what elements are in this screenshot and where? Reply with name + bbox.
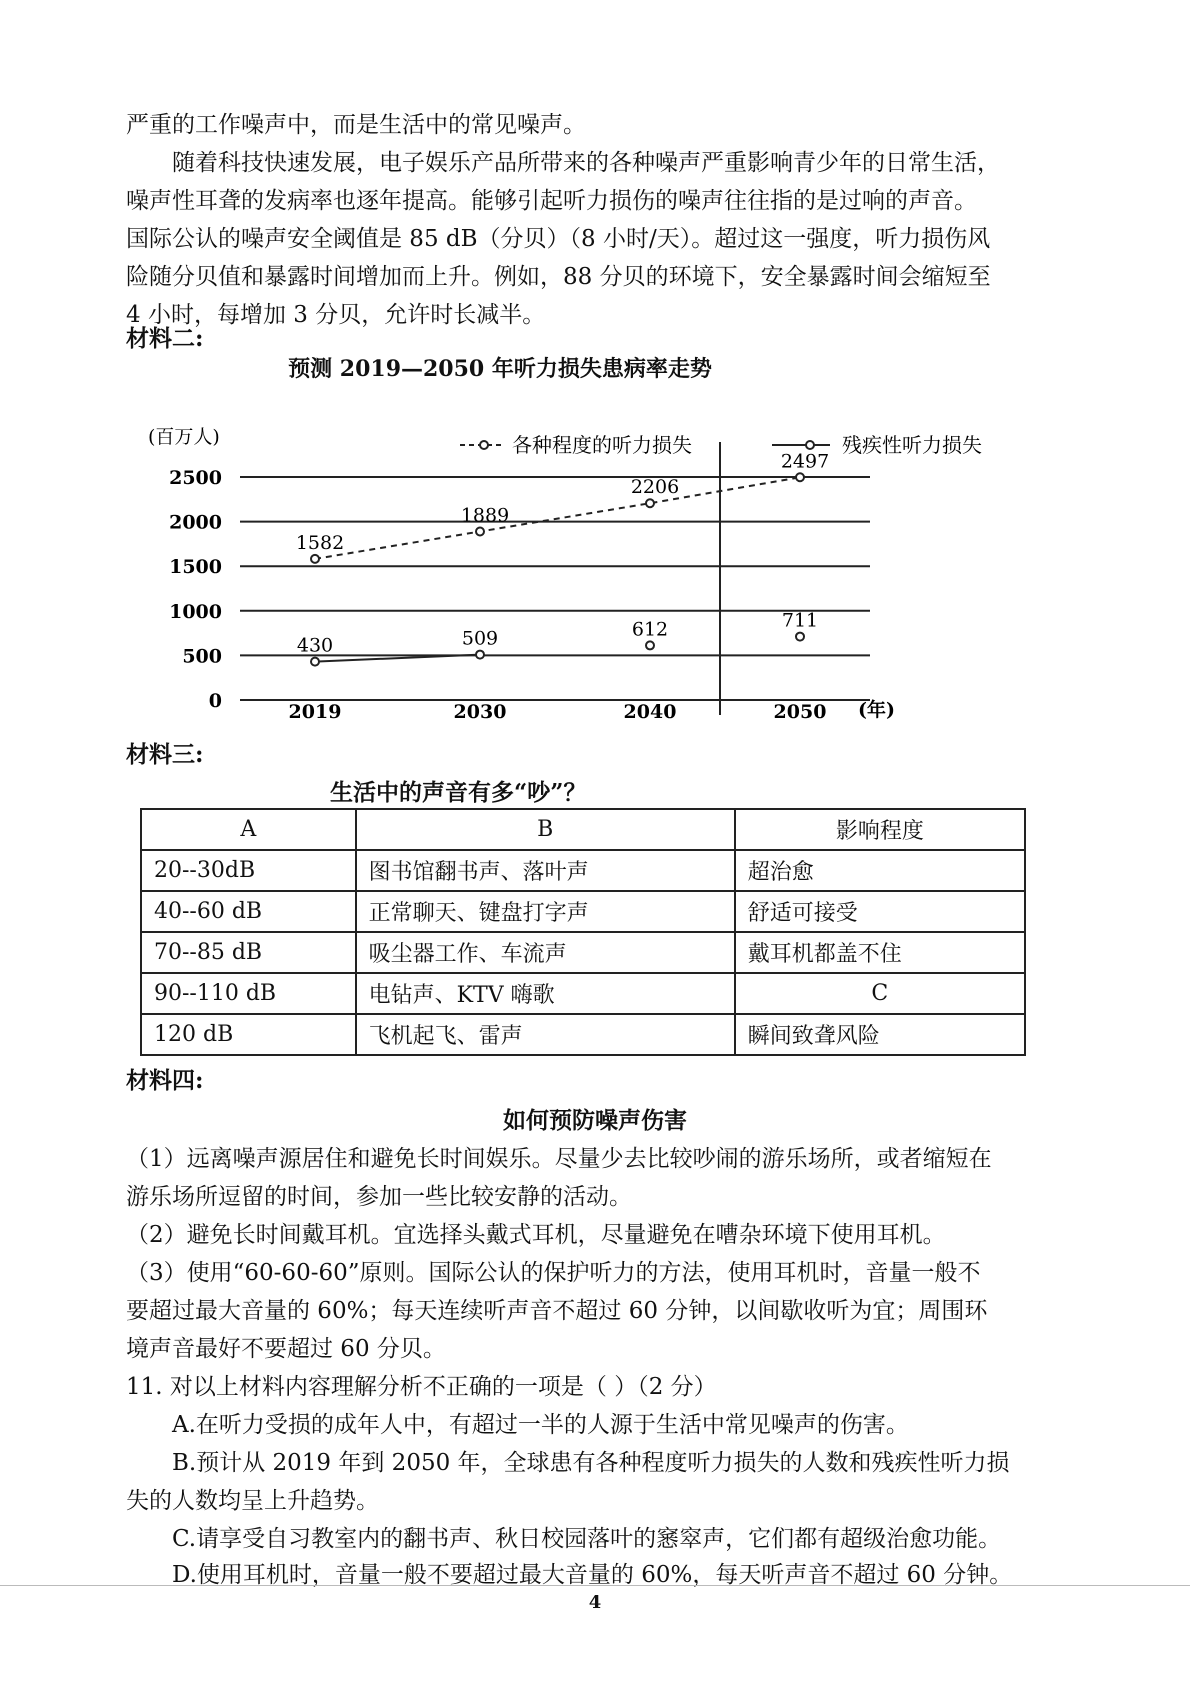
series-data-label: 612 [631, 618, 669, 641]
series-data-label: 2497 [780, 450, 830, 473]
table-cell-level: 90--110 dB [141, 973, 356, 1014]
legend-solid-marker [806, 441, 814, 449]
table-cell-source: 吸尘器工作、车流声 [356, 932, 735, 973]
option-b: B.预计从 2019 年到 2050 年，全球患有各种程度听力损失的人数和残疾性听力损 [172, 1450, 1010, 1476]
chart-y-label: (百万人) [148, 426, 220, 448]
series-point [646, 499, 654, 507]
table-header-b: B [356, 809, 735, 850]
table-cell-impact: 瞬间致聋风险 [735, 1014, 1025, 1055]
chart-x-tick-label: 2050 [773, 701, 827, 723]
legend-solid-label: 残疾性听力损失 [842, 433, 982, 457]
legend-dashed-label: 各种程度的听力损失 [512, 433, 692, 457]
table-cell-level: 70--85 dB [141, 932, 356, 973]
series-point [311, 555, 319, 563]
chart-y-tick-label: 2500 [169, 467, 222, 489]
table-row [141, 1014, 1025, 1055]
chart-y-tick-label: 500 [182, 645, 222, 668]
para1-line: 4 小时，每增加 3 分贝，允许时长减半。 [126, 302, 546, 328]
para1-line: 国际公认的噪声安全阈值是 85 dB（分贝）（8 小时/天）。超过这一强度，听力损伤风 [126, 226, 991, 252]
series-line-all-degrees [315, 477, 800, 559]
table-cell-impact: 戴耳机都盖不住 [735, 932, 1025, 973]
sound-level-table [140, 808, 1026, 1056]
chart-gridlines [240, 477, 870, 700]
chart-title: 预测 2019—2050 年听力损失患病率走势 [288, 356, 712, 382]
chart-x-ticks [289, 701, 827, 723]
table-cell-level: 120 dB [141, 1014, 356, 1055]
option-a: A.在听力受损的成年人中，有超过一半的人源于生活中常见噪声的伤害。 [172, 1412, 909, 1438]
series-point [646, 641, 654, 649]
para1-line: 噪声性耳聋的发病率也逐年提高。能够引起听力损伤的噪声往往指的是过响的声音。 [126, 188, 977, 214]
table-row [141, 891, 1025, 932]
table-header-row [141, 809, 1025, 850]
table-cell-source: 正常聊天、键盘打字声 [356, 891, 735, 932]
series-data-label: 2206 [630, 476, 680, 499]
table-title: 生活中的声音有多“吵”？ [330, 779, 587, 806]
question-stem: 11. 对以上材料内容理解分析不正确的一项是（ ）（2 分） [126, 1374, 717, 1400]
chart-y-tick-label: 0 [208, 690, 222, 712]
option-b-cont: 失的人数均呈上升趋势。 [126, 1488, 379, 1514]
table-cell-impact: 超治愈 [735, 850, 1025, 891]
table-header-impact: 影响程度 [735, 809, 1025, 850]
series-data-label: 711 [781, 609, 819, 632]
material4-line: 要超过最大音量的 60%；每天连续听声音不超过 60 分钟，以间歇收听为宜；周围环 [126, 1298, 988, 1324]
para1-line: 严重的工作噪声中，而是生活中的常见噪声。 [126, 112, 586, 138]
hearing-loss-chart [0, 410, 1190, 740]
material4-line: 境声音最好不要超过 60 分贝。 [126, 1336, 446, 1362]
chart-y-tick-label: 2000 [169, 511, 222, 534]
series-point [311, 658, 319, 666]
table-row [141, 850, 1025, 891]
table-cell-source: 飞机起飞、雷声 [356, 1014, 735, 1055]
para1-line: 随着科技快速发展，电子娱乐产品所带来的各种噪声严重影响青少年的日常生活， [172, 150, 1000, 176]
series-data-label: 1889 [460, 504, 510, 527]
table-cell-source: 电钻声、KTV 嗨歌 [356, 973, 735, 1014]
series-data-label: 509 [461, 627, 499, 650]
table-row [141, 932, 1025, 973]
material4-label: 材料四: [126, 1067, 204, 1094]
option-d: D.使用耳机时，音量一般不要超过最大音量的 60%，每天听声音不超过 60 分钟。 [172, 1562, 1013, 1588]
chart-x-tick-label: 2019 [288, 701, 342, 723]
page-number: 4 [588, 1592, 602, 1613]
table-cell-source: 图书馆翻书声、落叶声 [356, 850, 735, 891]
chart-x-tick-label: 2040 [623, 701, 677, 723]
table-cell-impact: C [735, 973, 1025, 1014]
series-point [476, 528, 484, 536]
series-point [476, 651, 484, 659]
series-data-label: 1582 [295, 531, 345, 554]
series-point [796, 473, 804, 481]
table-cell-level: 40--60 dB [141, 891, 356, 932]
material4-line: 游乐场所逗留的时间，参加一些比较安静的活动。 [126, 1184, 632, 1210]
material4-title: 如何预防噪声伤害 [503, 1107, 687, 1134]
chart-x-label: (年) [858, 699, 895, 721]
material2-label: 材料二: [126, 325, 204, 352]
material3-label: 材料三: [126, 741, 204, 768]
para1-line: 险随分贝值和暴露时间增加而上升。例如，88 分贝的环境下，安全暴露时间会缩短至 [126, 264, 991, 290]
table-row [141, 973, 1025, 1014]
footer-rule [0, 1585, 1190, 1586]
table-header-a: A [141, 809, 356, 850]
material4-line: （1）远离噪声源居住和避免长时间娱乐。尽量少去比较吵闹的游乐场所，或者缩短在 [126, 1146, 992, 1172]
option-c: C.请享受自习教室内的翻书声、秋日校园落叶的窸窣声，它们都有超级治愈功能。 [172, 1526, 1002, 1552]
table-cell-impact: 舒适可接受 [735, 891, 1025, 932]
chart-y-ticks [169, 467, 222, 712]
material4-line: （2）避免长时间戴耳机。宜选择头戴式耳机，尽量避免在嘈杂环境下使用耳机。 [126, 1222, 946, 1248]
material4-line: （3）使用“60-60-60”原则。国际公认的保护听力的方法，使用耳机时，音量一般不 [126, 1260, 981, 1286]
chart-y-tick-label: 1000 [169, 600, 222, 623]
chart-x-tick-label: 2030 [453, 701, 507, 723]
legend-dashed-marker [480, 441, 488, 449]
series-point [796, 633, 804, 641]
table-cell-level: 20--30dB [141, 850, 356, 891]
chart-y-tick-label: 1500 [169, 556, 222, 579]
chart-series [296, 450, 829, 665]
series-data-label: 430 [296, 634, 334, 657]
